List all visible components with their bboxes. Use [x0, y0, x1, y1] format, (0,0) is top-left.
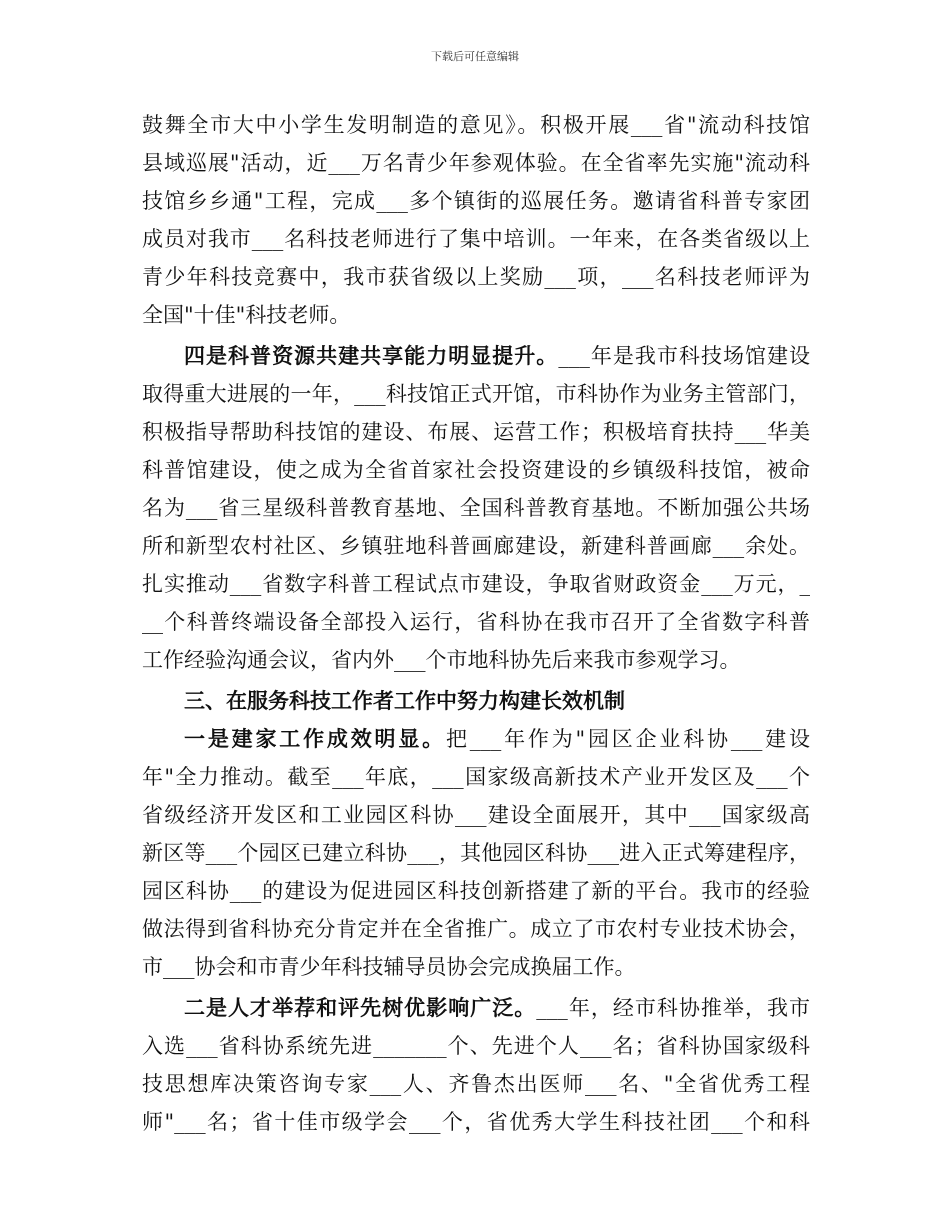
paragraph-lead: 一是建家工作成效明显。	[184, 726, 446, 751]
paragraph-lead: 四是科普资源共建共享能力明显提升。	[184, 343, 559, 368]
text-line: 取得重大进展的一年，___科技馆正式开馆，市科协作为业务主管部门，	[142, 382, 810, 406]
text-line: 年"全力推动。截至___年底，___国家级高新技术产业开发区及___个	[142, 765, 810, 789]
paragraph-lead: 二是人才举荐和评先树优影响广泛。	[184, 995, 537, 1020]
text-line: 技思想库决策咨询专家___人、齐鲁杰出医师___名、"全省优秀工程	[142, 1072, 810, 1096]
text-line	[142, 720, 810, 758]
text-line: 积极指导帮助科技馆的建设、布展、运营工作；积极培育扶持___华美	[142, 420, 810, 444]
text-line: 技馆乡乡通"工程，完成___多个镇街的巡展任务。邀请省科普专家团	[142, 189, 810, 213]
text-line: 全国"十佳"科技老师。	[142, 303, 351, 327]
text-line: 做法得到省科协充分肯定并在全省推广。成立了市农村专业技术协会，	[142, 917, 810, 941]
text-line: 科普馆建设，使之成为全省首家社会投资建设的乡镇级科技馆，被命	[142, 458, 810, 482]
document-body	[142, 106, 810, 1141]
text-line: 市___协会和市青少年科技辅导员协会完成换届工作。	[142, 955, 636, 979]
text-line: 县域巡展"活动，近___万名青少年参观体验。在全省率先实施"流动科	[142, 151, 810, 175]
text-line: __个科普终端设备全部投入运行，省科协在我市召开了全省数字科普	[142, 610, 810, 634]
text-line: 名为___省三星级科普教育基地、全国科普教育基地。不断加强公共场	[142, 496, 810, 520]
section-heading-block	[142, 682, 810, 720]
text-line: 入选___省科协系统先进_______个、先进个人___名；省科协国家级科	[142, 1034, 810, 1058]
text-line: 所和新型农村社区、乡镇驻地科普画廊建设，新建科普画廊___余处。	[142, 534, 810, 558]
text-line: 成员对我市___名科技老师进行了集中培训。一年来，在各类省级以上	[142, 227, 810, 251]
page-header: 下载后可任意编辑	[431, 50, 519, 63]
text-line: 新区等___个园区已建立科协___，其他园区科协___进入正式筹建程序，	[142, 841, 810, 865]
text-line: 青少年科技竞赛中，我市获省级以上奖励___项，___名科技老师评为	[142, 265, 810, 289]
text-line: 省级经济开发区和工业园区科协___建设全面展开，其中___国家级高	[142, 803, 810, 827]
paragraph	[142, 337, 810, 679]
paragraph	[142, 106, 810, 334]
text-line	[142, 337, 810, 375]
text-line: 扎实推动___省数字科普工程试点市建设，争取省财政资金___万元，_	[142, 572, 810, 596]
text-line	[142, 989, 810, 1027]
text-line: 鼓舞全市大中小学生发明制造的意见》。积极开展___省"流动科技馆	[142, 113, 810, 137]
text-line: 园区科协___的建设为促进园区科技创新搭建了新的平台。我市的经验	[142, 879, 810, 903]
text-line: 师"___名；省十佳市级学会___个，省优秀大学生科技社团___个和科	[142, 1110, 810, 1134]
paragraph	[142, 720, 810, 986]
paragraph	[142, 989, 810, 1141]
text-span: 把___年作为"园区企业科协___建设	[445, 727, 810, 751]
text-line: 工作经验沟通会议，省内外___个市地科协先后来我市参观学习。	[142, 648, 741, 672]
section-heading: 三、在服务科技工作者工作中努力构建长效机制	[184, 688, 625, 713]
text-span: ___年是我市科技场馆建设	[558, 344, 810, 368]
text-span: ___年，经市科协推举，我市	[536, 996, 810, 1020]
